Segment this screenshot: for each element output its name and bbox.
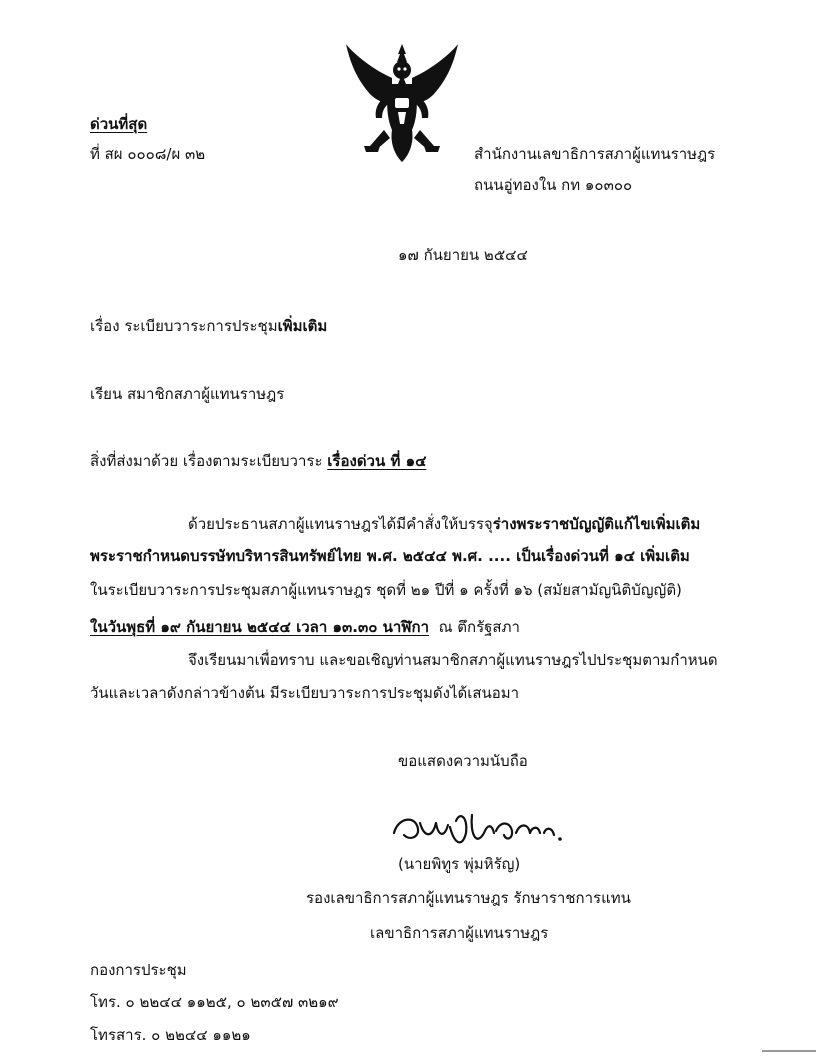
enclosure-text: เรื่องตามระเบียบวาระ [182,452,323,470]
body-p1-line3: ในระเบียบวาระการประชุมสภาผู้แทนราษฎร ชุดที่ ๒๑ ปีที่ ๑ ครั้งที่ ๑๖ (สมัยสามัญนิติบัญญัติ) [90,581,682,599]
body-p1-line1-normal: ด้วยประธานสภาผู้แทนราษฎรได้มีคำสั่งให้บรรจุ [188,515,493,533]
scan-edge-mark [762,1050,816,1052]
footer-fax: โทรสาร. ๐ ๒๒๔๔ ๑๑๒๑ [90,1026,251,1044]
addressee-line [90,384,284,404]
signer-name: (นายพิทูร พุ่มหิรัญ) [398,855,521,873]
footer-phone: โทร. ๐ ๒๒๔๔ ๑๑๒๕, ๐ ๒๓๕๗ ๓๒๑๙ [90,993,339,1011]
subject-text-bold: เพิ่มเติม [277,317,328,335]
document-date: ๑๗ กันยายน ๒๕๔๔ [398,246,528,264]
handwritten-signature-icon [388,803,578,853]
enclosure-prefix: สิ่งที่ส่งมาด้วย [90,452,179,470]
meeting-datetime: ในวันพุธที่ ๑๙ กันยายน ๒๕๔๔ เวลา ๑๓.๓๐ นาฬิกา [90,618,430,636]
signer-title-2: เลขาธิการสภาผู้แทนราษฎร [370,924,549,942]
urgency-label: ด่วนที่สุด [90,115,148,133]
enclosure-highlight: เรื่องด่วน ที่ ๑๔ [327,452,427,470]
office-name: สำนักงานเลขาธิการสภาผู้แทนราษฎร [474,145,716,163]
body-p1-line1-bold: ร่างพระราชบัญญัติแก้ไขเพิ่มเติม [492,515,701,533]
subject-line [90,316,327,336]
body-p2-line2: วันและเวลาดังกล่าวข้างต้น มีระเบียบวาระการประชุมดังได้เสนอมา [90,684,520,702]
addressee-text: สมาชิกสภาผู้แทนราษฎร [127,385,285,403]
body-p2-line1: จึงเรียนมาเพื่อทราบ และขอเชิญท่านสมาชิกสภาผู้แทนราษฎรไปประชุมตามกำหนด [188,651,718,669]
body-p1-line1 [188,514,758,534]
footer-department: กองการประชุม [90,961,187,979]
subject-prefix: เรื่อง [90,317,120,335]
body-p1-line2: พระราชกำหนดบรรษัทบริหารสินทรัพย์ไทย พ.ศ. ๒๕๔๔ พ.ศ. .... เป็นเรื่องด่วนที่ ๑๔ เพิ่มเติม [90,547,690,565]
reference-number: ที่ สผ ๐๐๐๘/ผ ๓๒ [90,145,206,163]
signer-title-1: รองเลขาธิการสภาผู้แทนราษฎร รักษาราชการแทน [306,889,631,907]
enclosure-line [90,451,426,471]
subject-text: ระเบียบวาระการประชุม [124,317,278,335]
meeting-place: ณ ตึกรัฐสภา [438,618,520,636]
closing-salutation: ขอแสดงความนับถือ [398,752,528,770]
office-address: ถนนอู่ทองใน กท ๑๐๓๐๐ [474,176,633,194]
addressee-prefix: เรียน [90,385,123,403]
garuda-emblem-icon [340,38,464,170]
body-p1-line4 [90,617,520,637]
